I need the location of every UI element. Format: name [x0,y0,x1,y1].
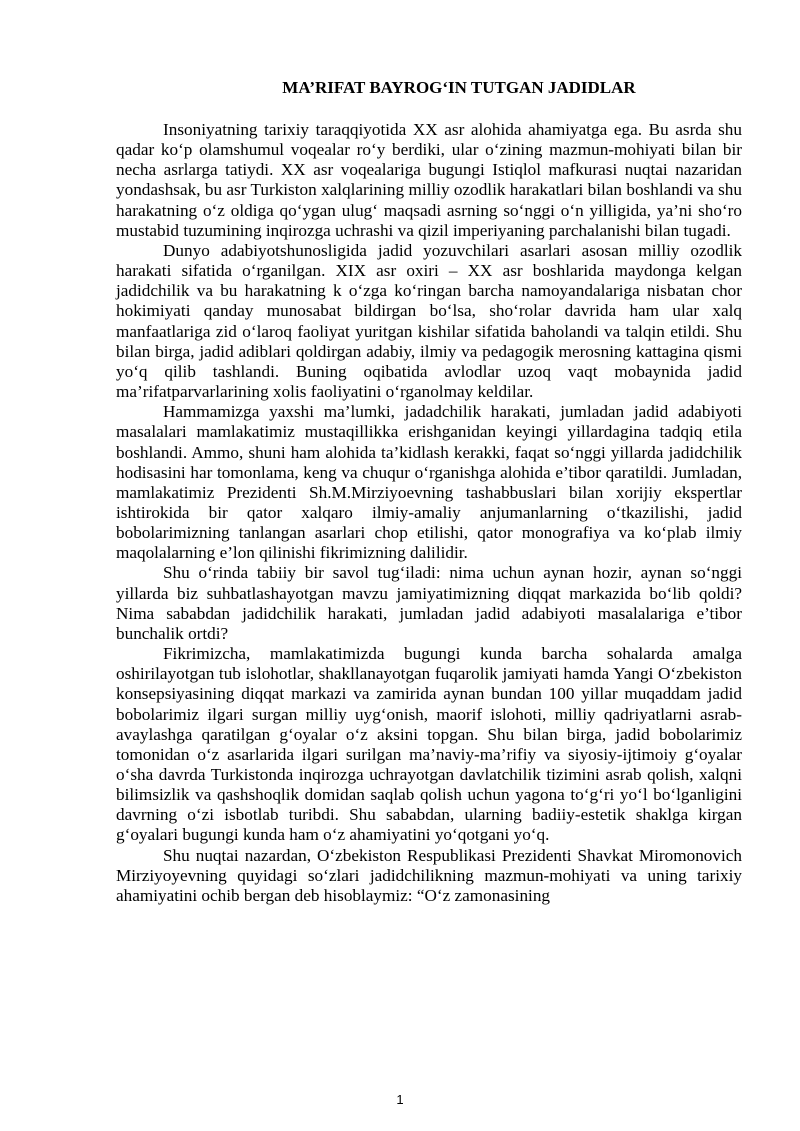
paragraph: Shu o‘rinda tabiiy bir savol tug‘iladi: nima uchun aynan hozir, aynan so‘nggi yillarda biz suhbatlashayotgan mavzu jamiyatimizning diqqat markazida bo‘lib qoldi? Nima sababdan jadidchilik harakati, jumladan jadid adabiyoti masalalariga e’tibor bunchalik ortdi? [116,563,742,643]
paragraph: Insoniyatning tarixiy taraqqiyotida XX asr alohida ahamiyatga ega. Bu asrda shu qadar ko‘p olamshumul voqealar ro‘y berdiki, ular o‘zining mazmun-mohiyati bilan bir necha asrlarga tatiydi. XX asr voqealariga bugungi Istiqlol mafkurasi nuqtai nazaridan yondashsak, bu asr Turkiston xalqlarining milliy ozodlik harakatlari bilan boshlandi va shu harakatning o‘z oldiga qo‘ygan ulug‘ maqsadi asrning so‘nggi o‘n yilligida, ya’ni sho‘ro mustabid tuzumining inqirozga uchrashi va qizil imperiyaning parchalanishi bilan tugadi. [116,120,742,240]
page-number: 1 [396,1092,404,1107]
document-body [116,120,742,906]
paragraph: Hammamizga yaxshi ma’lumki, jadadchilik harakati, jumladan jadid adabiyoti masalalari mamlakatimiz mustaqillikka erishganidan keyingi yillardagina tadqiq etila boshlandi. Ammo, shuni ham alohida ta’kidlash kerakki, faqat so‘nggi yillarda jadidchilik hodisasini har tomonlama, keng va chuqur o‘rganishga alohida e’tibor qaratildi. Jumladan, mamlakatimiz Prezidenti Sh.M.Mirziyoevning tashabbuslari bilan xorijiy ekspertlar ishtirokida bir qator xalqaro ilmiy-amaliy anjumanlarning o‘tkazilishi, jadid bobolarimizning tanlangan asarlari chop etilishi, qator monografiya va ko‘plab ilmiy maqolalarning e’lon qilinishi fikrimizning dalilidir. [116,402,742,563]
paragraph: Dunyo adabiyotshunosligida jadid yozuvchilari asarlari asosan milliy ozodlik harakati sifatida o‘rganilgan. XIX asr oxiri – XX asr boshlarida maydonga kelgan jadidchilik va bu harakatning k o‘zga ko‘ringan barcha namoyandalariga nisbatan chor hokimiyati qanday munosabat bildirgan bo‘lsa, sho‘rolar davrida ham ular xalq manfaatlariga zid o‘laroq faoliyat yuritgan kishilar sifatida baholandi va talqin etildi. Shu bilan birga, jadid adiblari qoldirgan adabiy, ilmiy va pedagogik merosning kattagina qismi yo‘q qilib tashlandi. Buning oqibatida avlodlar uzoq vaqt mobaynida jadid ma’rifatparvarlarining xolis faoliyatini o‘rganolmay keldilar. [116,240,742,402]
paragraph: Fikrimizcha, mamlakatimizda bugungi kunda barcha sohalarda amalga oshirilayotgan tub islohotlar, shakllanayotgan fuqarolik jamiyati hamda Yangi O‘zbekiston konsepsiyasining diqqat markazi va zamirida aynan bundan 100 yillar muqaddam jadid bobolarimiz ilgari surgan milliy uyg‘onish, maorif islohoti, milliy qadriyatlarni asrab-avaylashga qaratilgan g‘oyalar o‘z aksini topgan. Shu bilan birga, jadid bobolarimiz tomonidan o‘z asarlarida ilgari surilgan ma’naviy-ma’rifiy va siyosiy-ijtimoiy g‘oyalar o‘sha davrda Turkistonda inqirozga uchrayotgan davlatchilik tizimini asrab qolish, xalqni bilimsizlik va qashshoqlik domidan saqlab qolish uchun yagona to‘g‘ri yo‘l bo‘lganligini davrning o‘zi isbotlab turibdi. Shu sababdan, ularning badiiy-estetik shaklga kirgan g‘oyalari bugungi kunda ham o‘z ahamiyatini yo‘qotgani yo‘q. [116,644,742,845]
document-title: MA’RIFAT BAYROG‘IN TUTGAN JADIDLAR [282,78,636,97]
paragraph: Shu nuqtai nazardan, O‘zbekiston Respublikasi Prezidenti Shavkat Miromonovich Mirziyoyevning quyidagi so‘zlari jadidchilikning mazmun-mohiyati va uning tarixiy ahamiyatini ochib bergan deb hisoblaymiz: “O‘z zamonasining [116,845,742,905]
